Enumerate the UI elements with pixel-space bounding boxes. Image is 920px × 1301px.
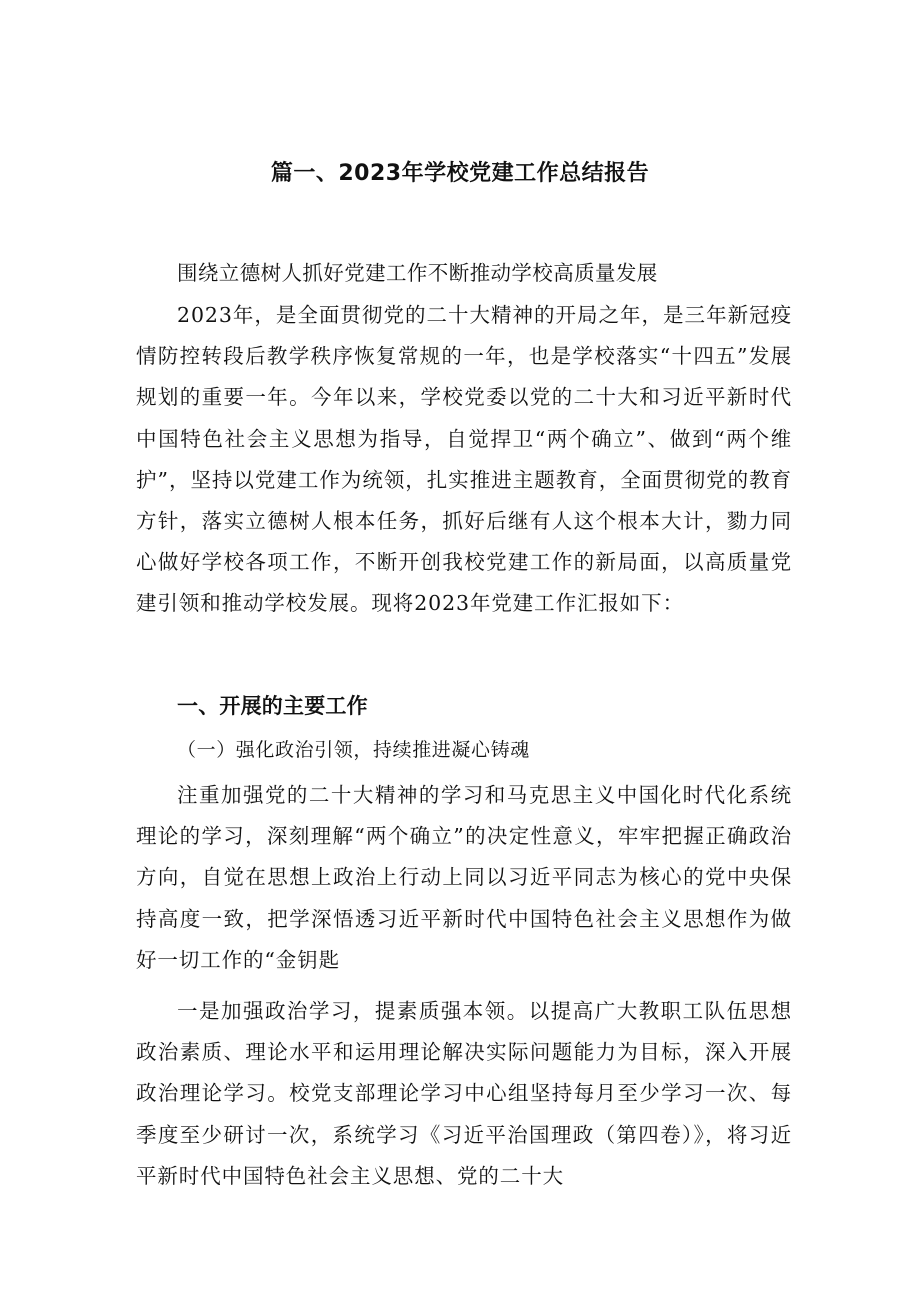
subsection-heading-political-guidance: （一）强化政治引领，持续推进凝心铸魂 [177, 739, 530, 761]
document-subtitle: 围绕立德树人抓好党建工作不断推动学校高质量发展 [177, 261, 658, 285]
paragraph-intro: 2023年，是全面贯彻党的二十大精神的开局之年，是三年新冠疫情防控转段后教学秩序恢复常规的一年，也是学校落实“十四五”发展规划的重要一年。今年以来，学校党委以党的二十大和习近平新时代中国特色社会主义思想为指导，自觉捍卫“两个确立”、做到“两个维护”，坚持以党建工作为统领，扎实推进主题教育，全面贯彻党的教育方针，落实立德树人根本任务，抓好后继有人这个根本大计，勠力同心做好学校各项工作，不断开创我校党建工作的新局面，以高质量党建引领和推动学校发展。现将2023年党建工作汇报如下： [136, 303, 792, 616]
paragraph-political-study: 注重加强党的二十大精神的学习和马克思主义中国化时代化系统理论的学习，深刻理解“两个确立”的决定性意义，牢牢把握正确政治方向，自觉在思想上政治上行动上同以习近平同志为核心的党中央保持高度一致，把学深悟透习近平新时代中国特色社会主义思想作为做好一切工作的“金钥匙 [136, 783, 792, 972]
section-heading-main-work: 一、开展的主要工作 [177, 694, 368, 718]
paragraph-strengthen-learning: 一是加强政治学习，提素质强本领。以提高广大教职工队伍思想政治素质、理论水平和运用理论解决实际问题能力为目标，深入开展政治理论学习。校党支部理论学习中心组坚持每月至少学习一次、每季度至少研讨一次，系统学习《习近平治国理政（第四卷）》，将习近平新时代中国特色社会主义思想、党的二十大 [136, 999, 792, 1188]
document-title: 篇一、2023年学校党建工作总结报告 [270, 161, 650, 186]
